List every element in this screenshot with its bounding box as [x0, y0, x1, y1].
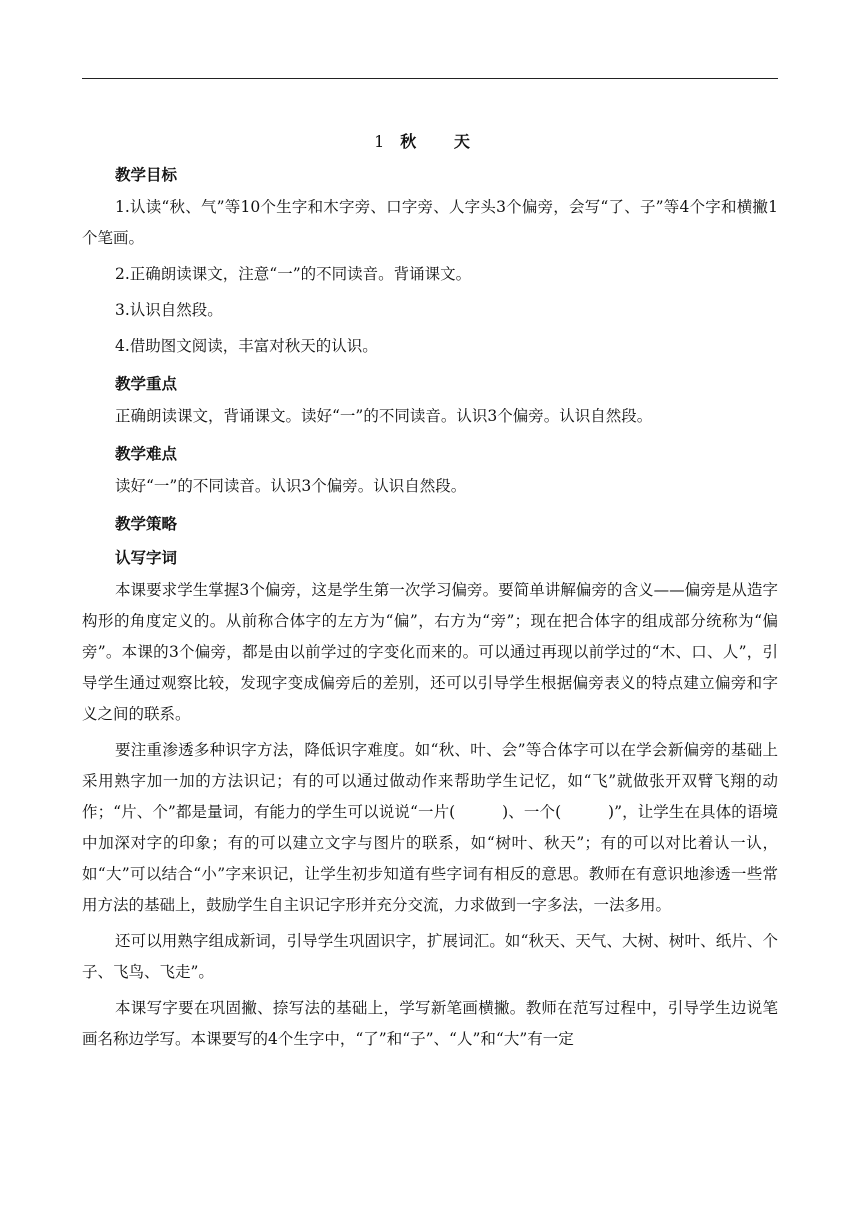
paragraph: 要注重渗透多种识字方法，降低识字难度。如“秋、叶、会”等合体字可以在学会新偏旁的基础上采用熟字加一加的方法识记；有的可以通过做动作来帮助学生记忆，如“飞”就做张开双臂飞翔的动作；“片、个”都是量词，有能力的学生可以说说“一片( )、一个( )”，让学生在具体的语境中加深对字的印象；有的可以建立文字与图片的联系，如“树叶、秋天”；有的可以对比着认一认，如“大”可以结合“小”字来识记，让学生初步知道有些字词有相反的意思。教师在有意识地渗透一些常用方法的基础上，鼓励学生自主识记字形并充分交流，力求做到一字多法，一法多用。 — [82, 741, 778, 914]
paragraph: 4.借助图文阅读，丰富对秋天的认识。 — [115, 337, 378, 355]
paragraph: 读好“一”的不同读音。认识3个偏旁。认识自然段。 — [115, 477, 467, 495]
paragraph: 正确朗读课文，背诵课文。读好“一”的不同读音。认识3个偏旁。认识自然段。 — [115, 407, 653, 425]
section-heading-vocabulary: 认写字词 — [115, 549, 178, 567]
lesson-title-text: 秋 天 — [400, 132, 486, 151]
lesson-number: 1 — [374, 132, 385, 151]
paragraph: 还可以用熟字组成新词，引导学生巩固识字，扩展词汇。如“秋天、天气、大树、树叶、纸片、个子、飞鸟、飞走”。 — [82, 932, 778, 981]
paragraph: 1.认读“秋、气”等10个生字和木字旁、口字旁、人字头3个偏旁，会写“了、子”等4个字和横撇1个笔画。 — [82, 198, 778, 247]
section-heading-difficulties: 教学难点 — [115, 445, 178, 463]
paragraph: 本课写字要在巩固撇、捺写法的基础上，学写新笔画横撇。教师在范写过程中，引导学生边说笔画名称边学写。本课要写的4个生字中，“了”和“子”、“人”和“大”有一定 — [82, 999, 778, 1048]
paragraph: 本课要求学生掌握3个偏旁，这是学生第一次学习偏旁。要简单讲解偏旁的含义——偏旁是从造字构形的角度定义的。从前称合体字的左方为“偏”，右方为“旁”；现在把合体字的组成部分统称为“偏旁”。本课的3个偏旁，都是由以前学过的字变化而来的。可以通过再现以前学过的“木、口、人”，引导学生通过观察比较，发现字变成偏旁后的差别，还可以引导学生根据偏旁表义的特点建立偏旁和字义之间的联系。 — [82, 581, 778, 723]
section-heading-strategies: 教学策略 — [115, 515, 178, 533]
paragraph: 3.认识自然段。 — [115, 301, 223, 319]
section-heading-objectives: 教学目标 — [115, 166, 178, 184]
lesson-title — [82, 125, 778, 158]
document-body — [82, 125, 778, 1060]
paragraph: 2.正确朗读课文，注意“一”的不同读音。背诵课文。 — [115, 265, 472, 283]
header-rule — [82, 78, 778, 79]
section-heading-key-points: 教学重点 — [115, 375, 178, 393]
